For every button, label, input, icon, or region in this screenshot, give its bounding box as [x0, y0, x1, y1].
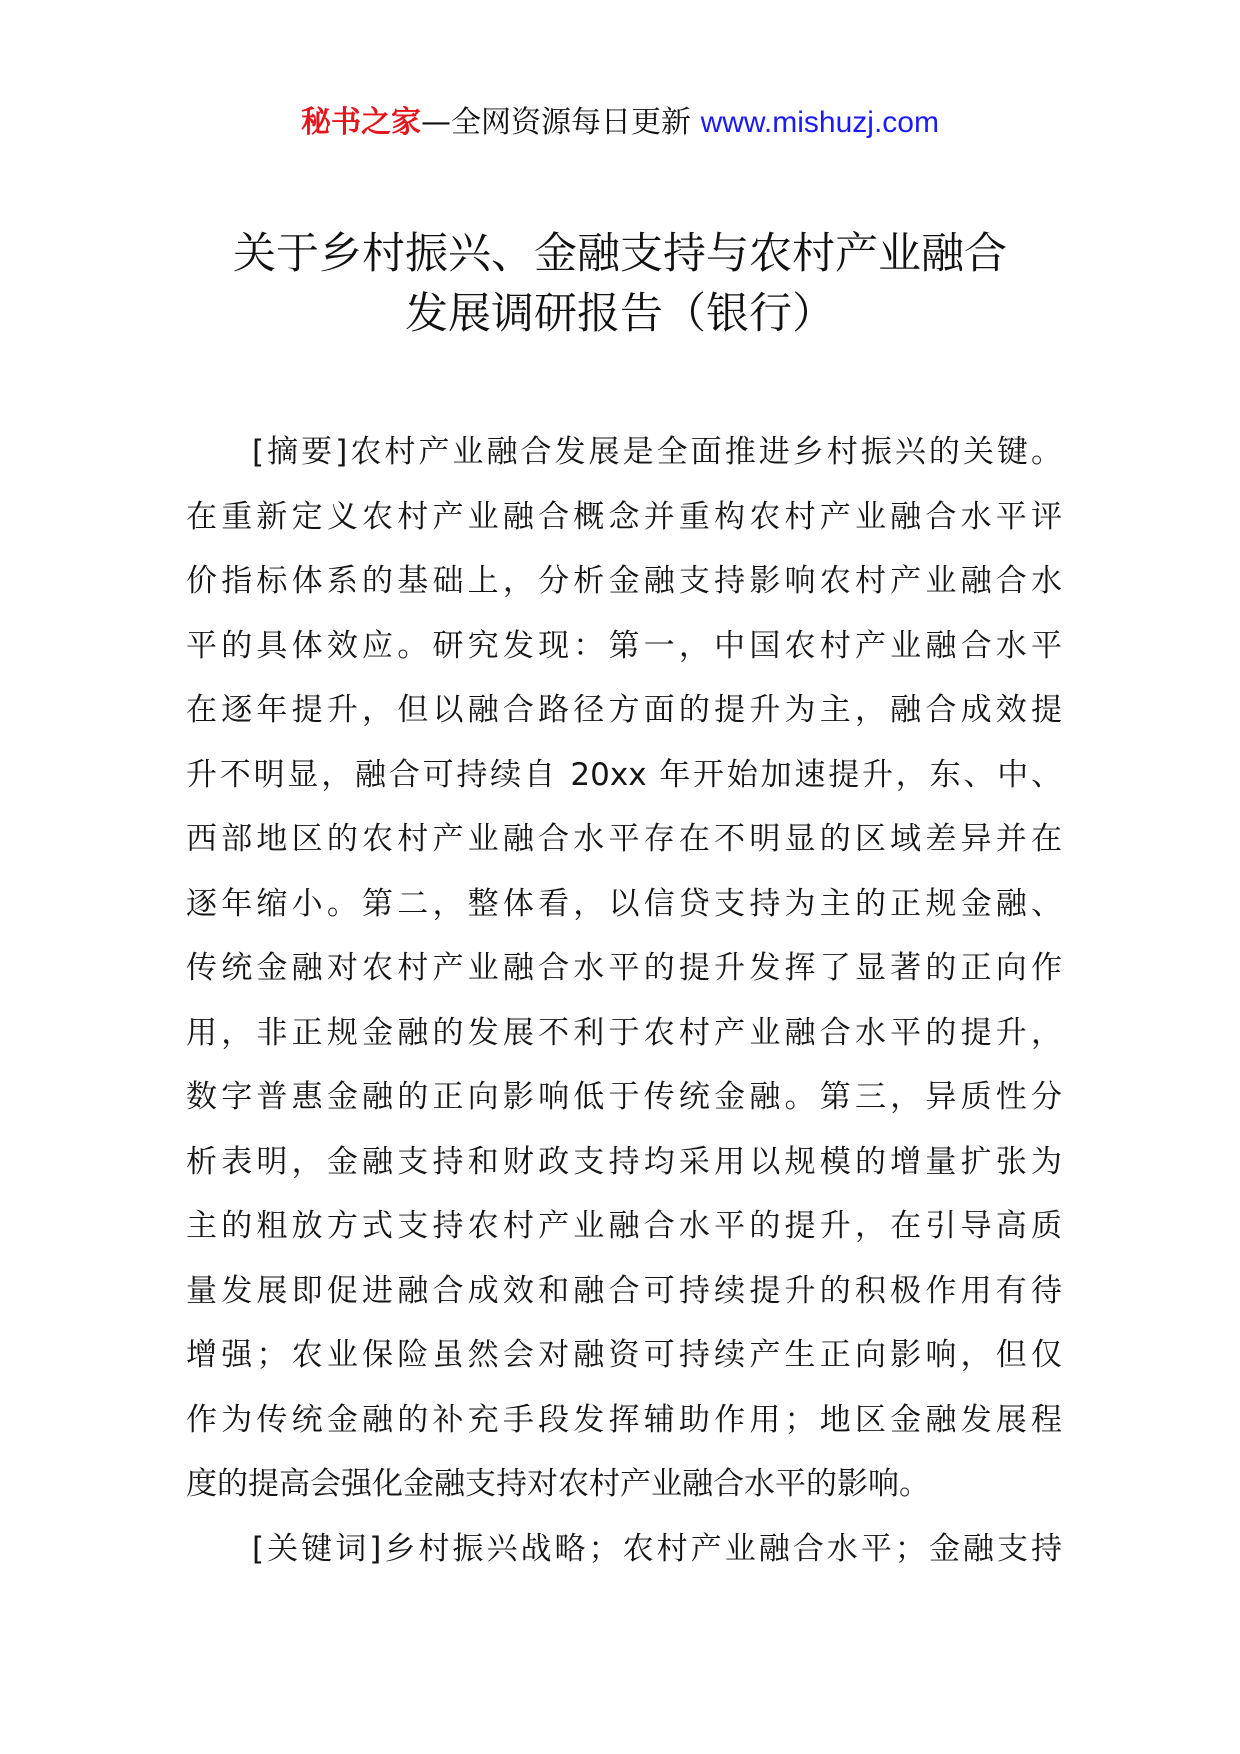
abstract-line: 主的粗放方式支持农村产业融合水平的提升，在引导高质 — [186, 1208, 1062, 1244]
brand-name: 秘书之家 — [301, 105, 422, 140]
abstract-line: [摘要]农村产业融合发展是全面推进乡村振兴的关键。 — [252, 434, 1062, 470]
abstract-line: 升不明显，融合可持续自 20xx 年开始加速提升，东、中、 — [186, 756, 1062, 793]
abstract-line: 量发展即促进融合成效和融合可持续提升的积极作用有待 — [186, 1272, 1062, 1309]
abstract-line: 析表明，金融支持和财政支持均采用以规模的增量扩张为 — [186, 1143, 1062, 1180]
abstract-line: 用，非正规金融的发展不利于农村产业融合水平的提升， — [186, 1014, 1062, 1051]
site-url-link[interactable]: www.mishuzj.com — [700, 106, 939, 139]
abstract-line: 西部地区的农村产业融合水平存在不明显的区域差异并在 — [186, 821, 1062, 857]
abstract-line: 在重新定义农村产业融合概念并重构农村产业融合水平评 — [186, 498, 1062, 535]
title-line-2: 发展调研报告（银行） — [405, 289, 835, 339]
abstract-line: 增强；农业保险虽然会对融资可持续产生正向影响，但仅 — [186, 1337, 1062, 1373]
site-header — [0, 100, 1240, 146]
abstract-line: 在逐年提升，但以融合路径方面的提升为主，融合成效提 — [186, 692, 1062, 728]
abstract-line: 数字普惠金融的正向影响低于传统金融。第三，异质性分 — [186, 1079, 1062, 1115]
title-line-1: 关于乡村振兴、金融支持与农村产业融合 — [233, 229, 1007, 279]
abstract-line: 度的提高会强化金融支持对农村产业融合水平的影响。 — [186, 1466, 930, 1502]
abstract-line: 平的具体效应。研究发现：第一，中国农村产业融合水平 — [186, 627, 1062, 664]
abstract-line: 作为传统金融的补充手段发挥辅助作用；地区金融发展程 — [186, 1401, 1062, 1438]
abstract-body — [186, 420, 1062, 1581]
document-title — [150, 224, 1090, 344]
abstract-line: 价指标体系的基础上，分析金融支持影响农村产业融合水 — [186, 563, 1062, 599]
keywords-line: [关键词]乡村振兴战略；农村产业融合水平；金融支持 — [252, 1530, 1062, 1567]
abstract-line: 传统金融对农村产业融合水平的提升发挥了显著的正向作 — [186, 950, 1062, 986]
abstract-line: 逐年缩小。第二，整体看，以信贷支持为主的正规金融、 — [186, 885, 1062, 922]
header-tagline: —全网资源每日更新 — [421, 105, 692, 140]
